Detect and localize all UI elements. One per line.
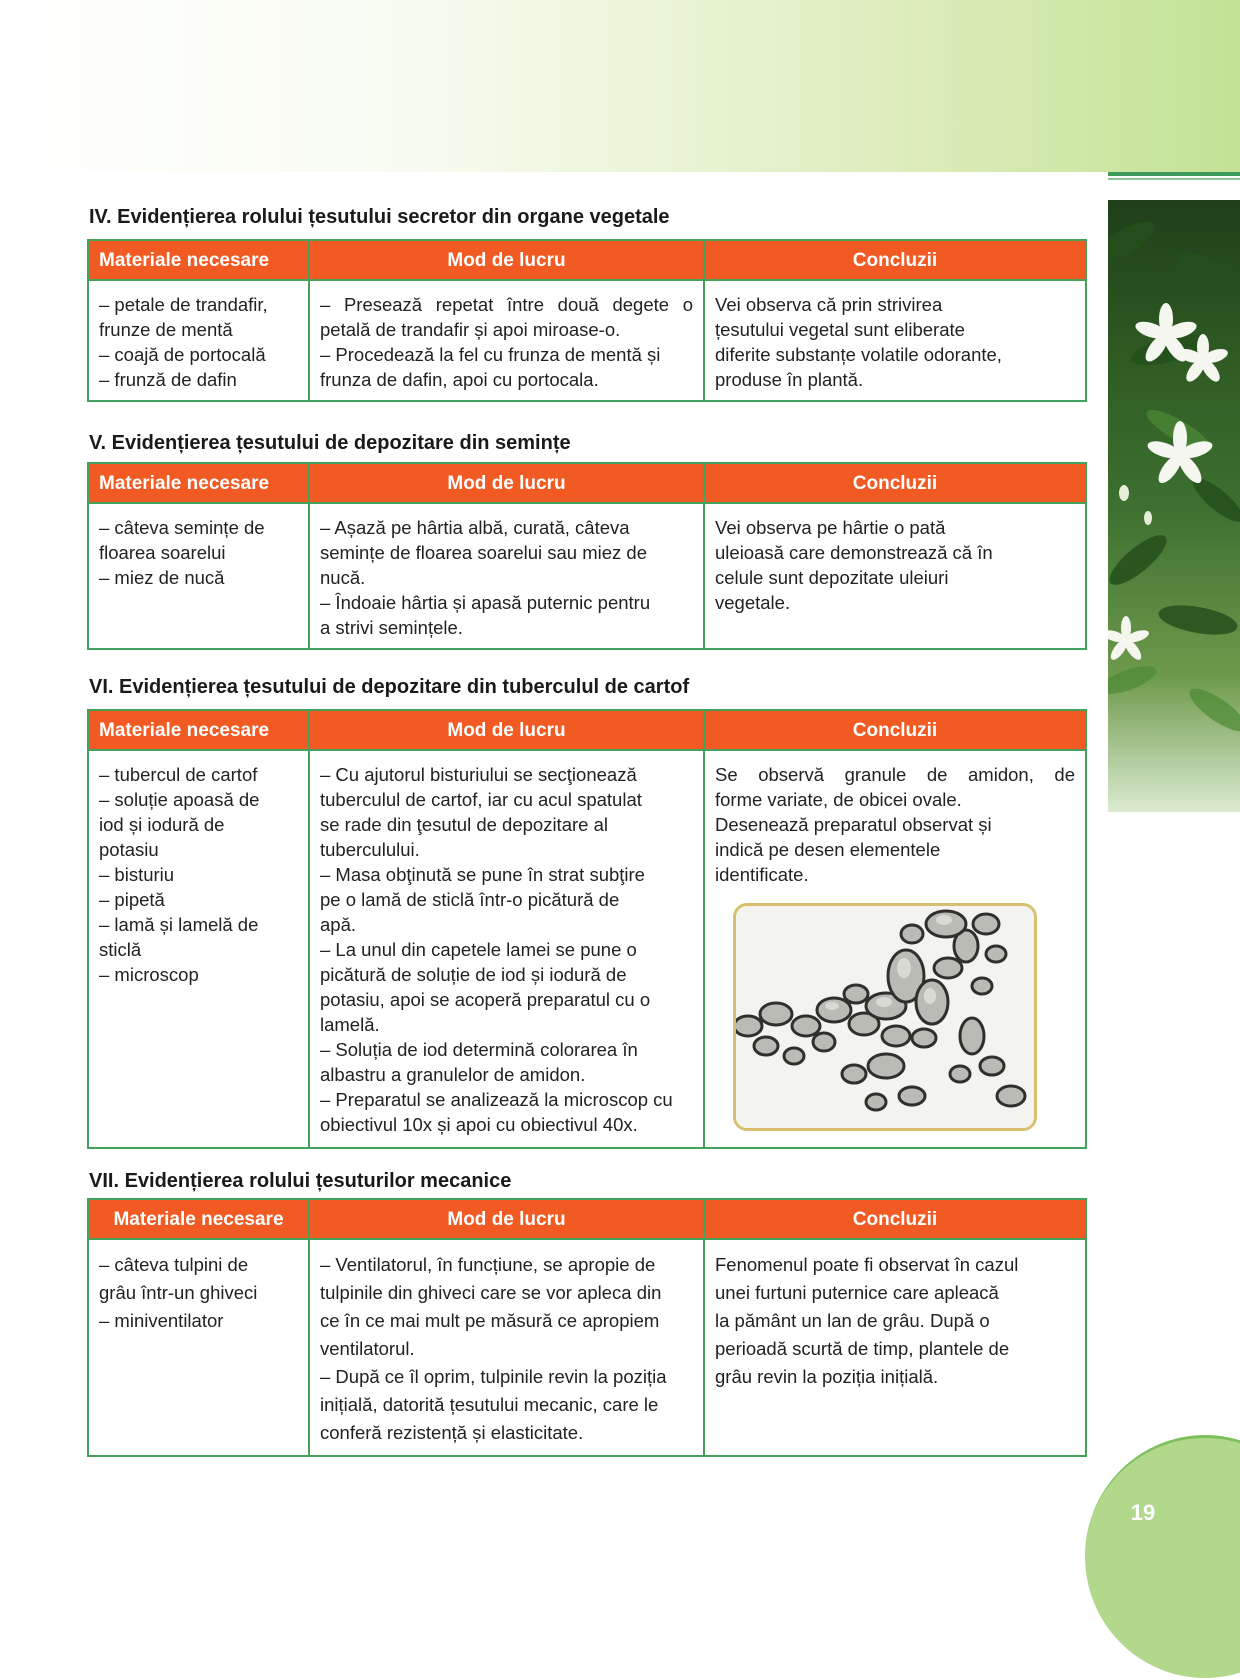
text-line: – Cu ajutorul bisturiului se secţionează [320,764,637,785]
column-header-materials: Materiale necesare [88,710,309,750]
text-line: – Ventilatorul, în funcțiune, se apropie de [320,1254,656,1275]
text-line: – bisturiu [99,864,175,885]
materials-cell [88,503,309,649]
column-header-conclusions: Concluzii [704,463,1086,503]
text-line: – pipetă [99,889,165,910]
text-line: – frunză de dafin [99,369,237,390]
text-line: – câteva semințe de [99,517,265,538]
text-line: – Îndoaie hârtia și apasă puternic pentru [320,592,651,613]
text-line: – miez de nucă [99,567,225,588]
section-title: IV. Evidențierea rolului țesutului secretor din organe vegetale [89,206,670,228]
column-header-method: Mod de lucru [309,463,704,503]
text-line: Se observă granule de amidon, de [715,764,1075,785]
text-line: – microscop [99,964,199,985]
text-line: – Soluția de iod determină colorarea în [320,1039,638,1060]
text-line: indică pe desen elementele [715,839,941,860]
text-line: floarea soarelui [99,542,226,563]
materials-cell [88,750,309,1148]
text-line: – miniventilator [99,1310,224,1331]
text-line: albastru a granulelor de amidon. [320,1064,586,1085]
text-line: – Presează repetat între două degete o [320,294,693,315]
conclusions-cell [704,750,1086,1148]
text-line: obiectivul 10x și apoi cu obiectivul 40x. [320,1114,638,1135]
text-line: forme variate, de obicei ovale. [715,789,962,810]
column-header-materials: Materiale necesare [88,240,309,280]
text-line: se rade din ţesutul de depozitare al [320,814,608,835]
jasmine-flowers-photo [1108,200,1240,812]
top-banner [0,0,1240,172]
text-line: grâu revin la poziția inițială. [715,1366,939,1387]
text-line: sticlă [99,939,142,960]
column-header-conclusions: Concluzii [704,240,1086,280]
text-line: ventilatorul. [320,1338,415,1359]
text-line: diferite substanțe volatile odorante, [715,344,1002,365]
text-line: frunza de dafin, apoi cu portocala. [320,369,599,390]
text-line: celule sunt depozitate uleiuri [715,567,949,588]
starch-granules-micrograph [733,903,1037,1131]
top-rule-thin [1108,178,1240,180]
top-rule [1108,172,1240,176]
text-line: Desenează preparatul observat și [715,814,992,835]
text-line: Fenomenul poate fi observat în cazul [715,1254,1019,1275]
method-cell [309,503,704,649]
text-line: picătură de soluție de iod și iodură de [320,964,627,985]
column-header-materials: Materiale necesare [88,463,309,503]
text-line: unei furtuni puternice care apleacă [715,1282,999,1303]
text-line: petală de trandafir și apoi miroase-o. [320,319,621,340]
method-cell [309,1239,704,1456]
text-line: – După ce îl oprim, tulpinile revin la poziția [320,1366,667,1387]
text-line: – La unul din capetele lamei se pune o [320,939,637,960]
text-line: perioadă scurtă de timp, plantele de [715,1338,1010,1359]
column-header-materials: Materiale necesare [88,1199,309,1239]
materials-cell [88,1239,309,1456]
text-line: grâu într-un ghiveci [99,1282,258,1303]
lab-table [87,462,1087,650]
text-line: vegetale. [715,592,791,613]
text-line: – câteva tulpini de [99,1254,249,1275]
text-line: tuberculul de cartof, iar cu acul spatulat [320,789,642,810]
method-cell [309,750,704,1148]
text-line: semințe de floarea soarelui sau miez de [320,542,648,563]
conclusions-cell [704,503,1086,649]
text-line: conferă rezistență și elasticitate. [320,1422,584,1443]
method-cell [309,280,704,401]
text-line: – Preparatul se analizează la microscop cu [320,1089,673,1110]
text-line: – Așază pe hârtia albă, curată, câteva [320,517,630,538]
section-title: VI. Evidențierea țesutului de depozitare din tuberculul de cartof [89,676,690,698]
text-line: nucă. [320,567,366,588]
text-line: – soluție apoasă de [99,789,260,810]
text-line: – lamă și lamelă de [99,914,259,935]
text-line: – coajă de portocală [99,344,266,365]
text-line: produse în plantă. [715,369,864,390]
column-header-method: Mod de lucru [309,240,704,280]
lab-table [87,1198,1087,1457]
column-header-conclusions: Concluzii [704,710,1086,750]
text-line: – tubercul de cartof [99,764,258,785]
text-line: tulpinile din ghiveci care se vor apleca din [320,1282,662,1303]
text-line: iod și iodură de [99,814,225,835]
page-number: 19 [1130,1500,1156,1525]
text-line: Vei observa pe hârtie o pată [715,517,946,538]
text-line: a strivi semințele. [320,617,463,638]
conclusions-cell [704,280,1086,401]
text-line: țesutului vegetal sunt eliberate [715,319,965,340]
column-header-conclusions: Concluzii [704,1199,1086,1239]
section-title: VII. Evidențierea rolului țesuturilor mecanice [89,1170,512,1192]
text-line: frunze de mentă [99,319,233,340]
text-line: inițială, datorită țesutului mecanic, care le [320,1394,659,1415]
text-line: apă. [320,914,357,935]
page-corner-shape [1085,1435,1240,1678]
text-line: lamelă. [320,1014,380,1035]
text-line: potasiu, apoi se acoperă preparatul cu o [320,989,651,1010]
section-title: V. Evidențierea țesutului de depozitare din semințe [89,432,571,454]
text-line: Vei observa că prin strivirea [715,294,943,315]
text-line: uleioasă care demonstrează că în [715,542,993,563]
text-line: – Masa obţinută se pune în strat subţire [320,864,645,885]
text-line: – petale de trandafir, [99,294,268,315]
materials-cell [88,280,309,401]
text-line: – Procedează la fel cu frunza de mentă și [320,344,661,365]
text-line: la pământ un lan de grâu. După o [715,1310,990,1331]
lab-table [87,709,1087,1149]
text-line: pe o lamă de sticlă într-o picătură de [320,889,620,910]
column-header-method: Mod de lucru [309,710,704,750]
text-line: potasiu [99,839,159,860]
text-line: identificate. [715,864,809,885]
lab-table [87,239,1087,402]
text-line: ce în ce mai mult pe măsură ce apropiem [320,1310,660,1331]
conclusions-cell [704,1239,1086,1456]
column-header-method: Mod de lucru [309,1199,704,1239]
text-line: tuberculului. [320,839,420,860]
